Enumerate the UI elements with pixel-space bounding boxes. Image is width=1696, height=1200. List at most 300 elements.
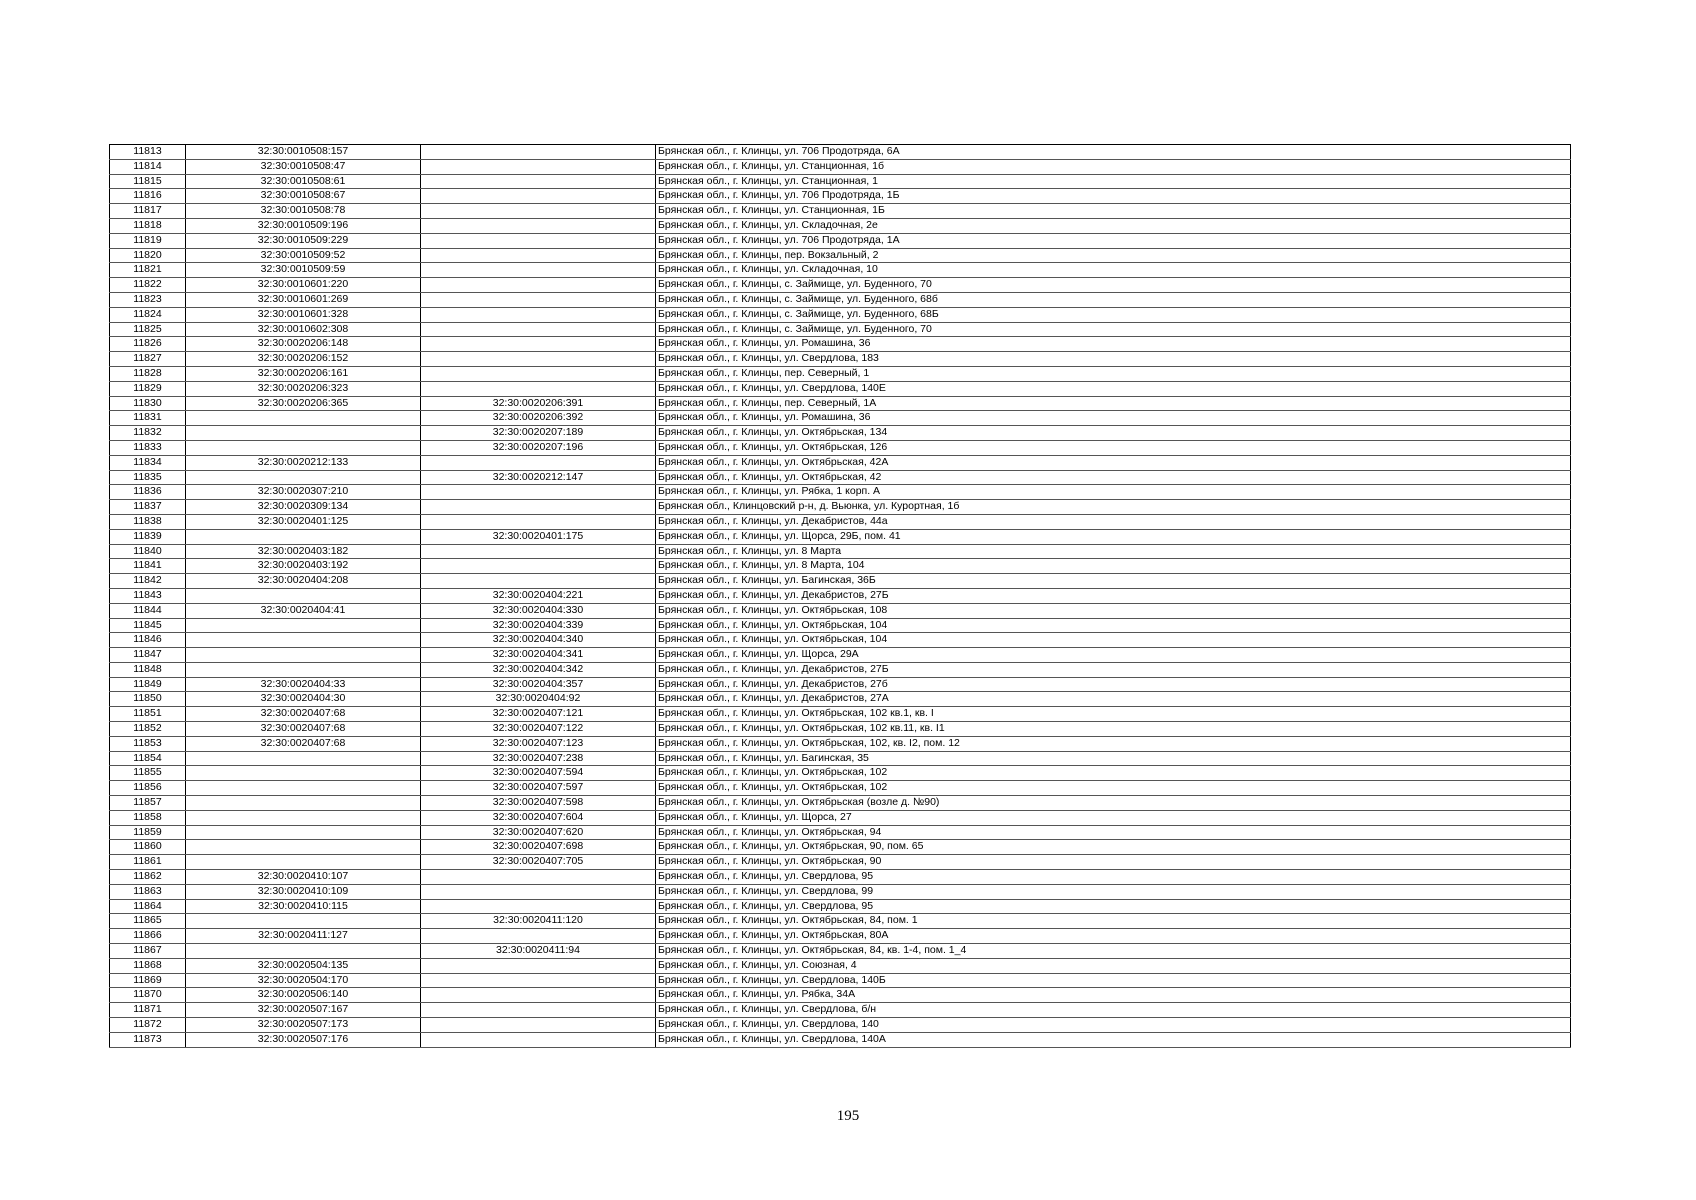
table-row	[110, 840, 1571, 855]
address-cell: Брянская обл., г. Клинцы, ул. Свердлова, 140А	[656, 1032, 1571, 1047]
cadastral-number-cell	[186, 440, 421, 455]
related-cadastral-number-cell	[421, 278, 656, 293]
table-row	[110, 677, 1571, 692]
cadastral-number-cell: 32:30:0020403:182	[186, 544, 421, 559]
row-number-cell: 11863	[110, 884, 186, 899]
address-cell: Брянская обл., г. Клинцы, ул. Щорса, 29Б, пом. 41	[656, 529, 1571, 544]
related-cadastral-number-cell: 32:30:0020404:92	[421, 692, 656, 707]
registry-table	[109, 144, 1571, 1048]
cadastral-number-cell	[186, 588, 421, 603]
cadastral-number-cell: 32:30:0010601:220	[186, 278, 421, 293]
cadastral-number-cell	[186, 662, 421, 677]
table-row	[110, 914, 1571, 929]
related-cadastral-number-cell	[421, 884, 656, 899]
row-number-cell: 11822	[110, 278, 186, 293]
row-number-cell: 11829	[110, 381, 186, 396]
row-number-cell: 11872	[110, 1018, 186, 1033]
related-cadastral-number-cell: 32:30:0020411:94	[421, 944, 656, 959]
table-row	[110, 307, 1571, 322]
related-cadastral-number-cell: 32:30:0020404:330	[421, 603, 656, 618]
row-number-cell: 11818	[110, 218, 186, 233]
related-cadastral-number-cell	[421, 337, 656, 352]
row-number-cell: 11845	[110, 618, 186, 633]
table-row	[110, 440, 1571, 455]
cadastral-number-cell: 32:30:0020307:210	[186, 485, 421, 500]
cadastral-number-cell: 32:30:0010508:47	[186, 159, 421, 174]
related-cadastral-number-cell	[421, 500, 656, 515]
address-cell: Брянская обл., г. Клинцы, ул. 706 Продотряда, 1Б	[656, 189, 1571, 204]
cadastral-number-cell: 32:30:0020507:176	[186, 1032, 421, 1047]
row-number-cell: 11859	[110, 825, 186, 840]
table-row	[110, 648, 1571, 663]
cadastral-number-cell	[186, 840, 421, 855]
table-row	[110, 588, 1571, 603]
cadastral-number-cell: 32:30:0010601:328	[186, 307, 421, 322]
related-cadastral-number-cell	[421, 263, 656, 278]
related-cadastral-number-cell: 32:30:0020407:698	[421, 840, 656, 855]
address-cell: Брянская обл., г. Клинцы, ул. Октябрьская, 102, кв. I2, пом. 12	[656, 736, 1571, 751]
row-number-cell: 11813	[110, 145, 186, 160]
cadastral-number-cell: 32:30:0010601:269	[186, 292, 421, 307]
cadastral-number-cell: 32:30:0020411:127	[186, 929, 421, 944]
row-number-cell: 11827	[110, 352, 186, 367]
row-number-cell: 11836	[110, 485, 186, 500]
related-cadastral-number-cell	[421, 352, 656, 367]
row-number-cell: 11839	[110, 529, 186, 544]
cadastral-number-cell: 32:30:0010508:157	[186, 145, 421, 160]
cadastral-number-cell	[186, 810, 421, 825]
related-cadastral-number-cell: 32:30:0020404:339	[421, 618, 656, 633]
related-cadastral-number-cell: 32:30:0020404:341	[421, 648, 656, 663]
cadastral-number-cell: 32:30:0020404:30	[186, 692, 421, 707]
table-row	[110, 988, 1571, 1003]
address-cell: Брянская обл., г. Клинцы, ул. Свердлова, 140Е	[656, 381, 1571, 396]
row-number-cell: 11852	[110, 722, 186, 737]
table-row	[110, 218, 1571, 233]
row-number-cell: 11840	[110, 544, 186, 559]
table-row	[110, 366, 1571, 381]
related-cadastral-number-cell	[421, 559, 656, 574]
registry-table-body	[110, 145, 1571, 1048]
address-cell: Брянская обл., г. Клинцы, ул. Декабристов, 27Б	[656, 588, 1571, 603]
table-row	[110, 574, 1571, 589]
related-cadastral-number-cell	[421, 233, 656, 248]
cadastral-number-cell	[186, 618, 421, 633]
table-row	[110, 159, 1571, 174]
row-number-cell: 11830	[110, 396, 186, 411]
related-cadastral-number-cell	[421, 292, 656, 307]
related-cadastral-number-cell: 32:30:0020407:594	[421, 766, 656, 781]
cadastral-number-cell: 32:30:0020504:170	[186, 973, 421, 988]
address-cell: Брянская обл., г. Клинцы, ул. 706 Продотряда, 6А	[656, 145, 1571, 160]
related-cadastral-number-cell	[421, 455, 656, 470]
address-cell: Брянская обл., г. Клинцы, ул. Октябрьская, 90	[656, 855, 1571, 870]
cadastral-number-cell: 32:30:0020507:167	[186, 1003, 421, 1018]
address-cell: Брянская обл., г. Клинцы, ул. Ромашина, 36	[656, 411, 1571, 426]
table-row	[110, 618, 1571, 633]
related-cadastral-number-cell: 32:30:0020207:196	[421, 440, 656, 455]
table-row	[110, 514, 1571, 529]
table-row	[110, 322, 1571, 337]
table-row	[110, 1018, 1571, 1033]
related-cadastral-number-cell	[421, 322, 656, 337]
cadastral-number-cell	[186, 796, 421, 811]
address-cell: Брянская обл., г. Клинцы, ул. Октябрьская, 42	[656, 470, 1571, 485]
related-cadastral-number-cell	[421, 381, 656, 396]
row-number-cell: 11860	[110, 840, 186, 855]
table-row	[110, 544, 1571, 559]
cadastral-number-cell: 32:30:0020507:173	[186, 1018, 421, 1033]
cadastral-number-cell: 32:30:0020404:208	[186, 574, 421, 589]
related-cadastral-number-cell	[421, 485, 656, 500]
table-row	[110, 411, 1571, 426]
related-cadastral-number-cell	[421, 899, 656, 914]
address-cell: Брянская обл., г. Клинцы, с. Займище, ул. Буденного, 70	[656, 278, 1571, 293]
row-number-cell: 11824	[110, 307, 186, 322]
related-cadastral-number-cell: 32:30:0020407:238	[421, 751, 656, 766]
address-cell: Брянская обл., г. Клинцы, пер. Северный, 1А	[656, 396, 1571, 411]
row-number-cell: 11848	[110, 662, 186, 677]
cadastral-number-cell	[186, 825, 421, 840]
related-cadastral-number-cell: 32:30:0020404:357	[421, 677, 656, 692]
related-cadastral-number-cell	[421, 307, 656, 322]
address-cell: Брянская обл., г. Клинцы, ул. Октябрьская, 102 кв.1, кв. I	[656, 707, 1571, 722]
row-number-cell: 11857	[110, 796, 186, 811]
related-cadastral-number-cell: 32:30:0020407:598	[421, 796, 656, 811]
address-cell: Брянская обл., г. Клинцы, ул. Октябрьская, 104	[656, 618, 1571, 633]
row-number-cell: 11854	[110, 751, 186, 766]
row-number-cell: 11837	[110, 500, 186, 515]
related-cadastral-number-cell: 32:30:0020411:120	[421, 914, 656, 929]
address-cell: Брянская обл., г. Клинцы, ул. Октябрьская (возле д. №90)	[656, 796, 1571, 811]
related-cadastral-number-cell: 32:30:0020407:620	[421, 825, 656, 840]
cadastral-number-cell: 32:30:0010508:78	[186, 204, 421, 219]
table-row	[110, 633, 1571, 648]
table-row	[110, 766, 1571, 781]
row-number-cell: 11871	[110, 1003, 186, 1018]
related-cadastral-number-cell	[421, 870, 656, 885]
address-cell: Брянская обл., г. Клинцы, ул. Багинская, 36Б	[656, 574, 1571, 589]
table-row	[110, 529, 1571, 544]
row-number-cell: 11870	[110, 988, 186, 1003]
cadastral-number-cell: 32:30:0010602:308	[186, 322, 421, 337]
related-cadastral-number-cell	[421, 159, 656, 174]
related-cadastral-number-cell: 32:30:0020401:175	[421, 529, 656, 544]
row-number-cell: 11842	[110, 574, 186, 589]
table-row	[110, 485, 1571, 500]
table-row	[110, 381, 1571, 396]
cadastral-number-cell: 32:30:0020401:125	[186, 514, 421, 529]
related-cadastral-number-cell: 32:30:0020407:705	[421, 855, 656, 870]
related-cadastral-number-cell	[421, 544, 656, 559]
cadastral-number-cell: 32:30:0020504:135	[186, 958, 421, 973]
cadastral-number-cell: 32:30:0020309:134	[186, 500, 421, 515]
row-number-cell: 11826	[110, 337, 186, 352]
row-number-cell: 11846	[110, 633, 186, 648]
row-number-cell: 11843	[110, 588, 186, 603]
related-cadastral-number-cell: 32:30:0020207:189	[421, 426, 656, 441]
table-row	[110, 722, 1571, 737]
address-cell: Брянская обл., г. Клинцы, ул. 706 Продотряда, 1А	[656, 233, 1571, 248]
related-cadastral-number-cell: 32:30:0020407:604	[421, 810, 656, 825]
cadastral-number-cell: 32:30:0020206:365	[186, 396, 421, 411]
address-cell: Брянская обл., г. Клинцы, ул. Октябрьская, 90, пом. 65	[656, 840, 1571, 855]
table-row	[110, 825, 1571, 840]
address-cell: Брянская обл., г. Клинцы, ул. Станционная, 1Б	[656, 204, 1571, 219]
table-row	[110, 233, 1571, 248]
table-row	[110, 1003, 1571, 1018]
related-cadastral-number-cell	[421, 174, 656, 189]
related-cadastral-number-cell	[421, 204, 656, 219]
cadastral-number-cell	[186, 914, 421, 929]
cadastral-number-cell: 32:30:0020407:68	[186, 722, 421, 737]
related-cadastral-number-cell: 32:30:0020407:597	[421, 781, 656, 796]
row-number-cell: 11867	[110, 944, 186, 959]
table-row	[110, 870, 1571, 885]
table-row	[110, 292, 1571, 307]
table-row	[110, 751, 1571, 766]
cadastral-number-cell: 32:30:0010509:59	[186, 263, 421, 278]
address-cell: Брянская обл., г. Клинцы, ул. Октябрьская, 94	[656, 825, 1571, 840]
address-cell: Брянская обл., г. Клинцы, ул. Свердлова, 140	[656, 1018, 1571, 1033]
address-cell: Брянская обл., г. Клинцы, с. Займище, ул. Буденного, 70	[656, 322, 1571, 337]
cadastral-number-cell	[186, 411, 421, 426]
row-number-cell: 11864	[110, 899, 186, 914]
row-number-cell: 11847	[110, 648, 186, 663]
row-number-cell: 11835	[110, 470, 186, 485]
table-row	[110, 263, 1571, 278]
table-row	[110, 396, 1571, 411]
address-cell: Брянская обл., г. Клинцы, ул. Октябрьская, 42А	[656, 455, 1571, 470]
address-cell: Брянская обл., г. Клинцы, ул. Складочная, 10	[656, 263, 1571, 278]
address-cell: Брянская обл., г. Клинцы, ул. Октябрьская, 104	[656, 633, 1571, 648]
address-cell: Брянская обл., г. Клинцы, ул. Свердлова, 95	[656, 870, 1571, 885]
related-cadastral-number-cell: 32:30:0020206:391	[421, 396, 656, 411]
table-row	[110, 500, 1571, 515]
table-row	[110, 884, 1571, 899]
row-number-cell: 11855	[110, 766, 186, 781]
cadastral-number-cell: 32:30:0020410:107	[186, 870, 421, 885]
table-row	[110, 145, 1571, 160]
row-number-cell: 11868	[110, 958, 186, 973]
row-number-cell: 11815	[110, 174, 186, 189]
row-number-cell: 11832	[110, 426, 186, 441]
address-cell: Брянская обл., г. Клинцы, ул. Декабристов, 44а	[656, 514, 1571, 529]
page-number: 195	[836, 1108, 860, 1124]
related-cadastral-number-cell	[421, 189, 656, 204]
table-row	[110, 944, 1571, 959]
cadastral-number-cell: 32:30:0020206:161	[186, 366, 421, 381]
row-number-cell: 11814	[110, 159, 186, 174]
cadastral-number-cell	[186, 648, 421, 663]
cadastral-number-cell: 32:30:0020410:115	[186, 899, 421, 914]
table-row	[110, 973, 1571, 988]
table-row	[110, 426, 1571, 441]
address-cell: Брянская обл., г. Клинцы, ул. Октябрьская, 102	[656, 766, 1571, 781]
table-row	[110, 958, 1571, 973]
address-cell: Брянская обл., г. Клинцы, ул. Станционная, 1	[656, 174, 1571, 189]
address-cell: Брянская обл., г. Клинцы, ул. Свердлова, б/н	[656, 1003, 1571, 1018]
address-cell: Брянская обл., г. Клинцы, ул. Станционная, 1б	[656, 159, 1571, 174]
related-cadastral-number-cell	[421, 929, 656, 944]
related-cadastral-number-cell	[421, 1003, 656, 1018]
table-row	[110, 204, 1571, 219]
row-number-cell: 11825	[110, 322, 186, 337]
row-number-cell: 11862	[110, 870, 186, 885]
address-cell: Брянская обл., г. Клинцы, пер. Вокзальный, 2	[656, 248, 1571, 263]
related-cadastral-number-cell	[421, 248, 656, 263]
address-cell: Брянская обл., г. Клинцы, ул. 8 Марта, 104	[656, 559, 1571, 574]
table-row	[110, 470, 1571, 485]
related-cadastral-number-cell	[421, 958, 656, 973]
address-cell: Брянская обл., г. Клинцы, ул. Щорса, 27	[656, 810, 1571, 825]
table-row	[110, 929, 1571, 944]
address-cell: Брянская обл., г. Клинцы, ул. Свердлова, 99	[656, 884, 1571, 899]
address-cell: Брянская обл., г. Клинцы, ул. Октябрьская, 126	[656, 440, 1571, 455]
table-row	[110, 662, 1571, 677]
cadastral-number-cell	[186, 529, 421, 544]
related-cadastral-number-cell	[421, 366, 656, 381]
table-row	[110, 692, 1571, 707]
address-cell: Брянская обл., г. Клинцы, ул. Щорса, 29А	[656, 648, 1571, 663]
address-cell: Брянская обл., г. Клинцы, ул. Октябрьская, 108	[656, 603, 1571, 618]
address-cell: Брянская обл., г. Клинцы, ул. Октябрьская, 102 кв.11, кв. I1	[656, 722, 1571, 737]
address-cell: Брянская обл., г. Клинцы, ул. Октябрьская, 102	[656, 781, 1571, 796]
table-row	[110, 1032, 1571, 1047]
row-number-cell: 11821	[110, 263, 186, 278]
cadastral-number-cell	[186, 633, 421, 648]
cadastral-number-cell: 32:30:0020206:148	[186, 337, 421, 352]
related-cadastral-number-cell	[421, 988, 656, 1003]
cadastral-number-cell	[186, 855, 421, 870]
row-number-cell: 11833	[110, 440, 186, 455]
table-row	[110, 455, 1571, 470]
row-number-cell: 11866	[110, 929, 186, 944]
cadastral-number-cell	[186, 426, 421, 441]
row-number-cell: 11817	[110, 204, 186, 219]
table-row	[110, 337, 1571, 352]
address-cell: Брянская обл., г. Клинцы, ул. Октябрьская, 134	[656, 426, 1571, 441]
related-cadastral-number-cell: 32:30:0020212:147	[421, 470, 656, 485]
table-row	[110, 603, 1571, 618]
table-row	[110, 278, 1571, 293]
related-cadastral-number-cell	[421, 1018, 656, 1033]
cadastral-number-cell	[186, 781, 421, 796]
row-number-cell: 11861	[110, 855, 186, 870]
row-number-cell: 11849	[110, 677, 186, 692]
row-number-cell: 11850	[110, 692, 186, 707]
cadastral-number-cell: 32:30:0020206:323	[186, 381, 421, 396]
address-cell: Брянская обл., г. Клинцы, ул. Складочная, 2е	[656, 218, 1571, 233]
address-cell: Брянская обл., г. Клинцы, ул. Багинская, 35	[656, 751, 1571, 766]
row-number-cell: 11816	[110, 189, 186, 204]
cadastral-number-cell: 32:30:0010508:67	[186, 189, 421, 204]
cadastral-number-cell	[186, 470, 421, 485]
related-cadastral-number-cell: 32:30:0020407:123	[421, 736, 656, 751]
cadastral-number-cell: 32:30:0020404:41	[186, 603, 421, 618]
address-cell: Брянская обл., г. Клинцы, ул. Свердлова, 183	[656, 352, 1571, 367]
table-row	[110, 707, 1571, 722]
cadastral-number-cell: 32:30:0010509:229	[186, 233, 421, 248]
address-cell: Брянская обл., г. Клинцы, ул. Свердлова, 140Б	[656, 973, 1571, 988]
cadastral-number-cell: 32:30:0020403:192	[186, 559, 421, 574]
row-number-cell: 11820	[110, 248, 186, 263]
related-cadastral-number-cell	[421, 1032, 656, 1047]
row-number-cell: 11844	[110, 603, 186, 618]
related-cadastral-number-cell	[421, 218, 656, 233]
table-row	[110, 559, 1571, 574]
cadastral-number-cell	[186, 766, 421, 781]
address-cell: Брянская обл., г. Клинцы, ул. Свердлова, 95	[656, 899, 1571, 914]
row-number-cell: 11838	[110, 514, 186, 529]
table-row	[110, 781, 1571, 796]
row-number-cell: 11819	[110, 233, 186, 248]
address-cell: Брянская обл., г. Клинцы, ул. Декабристов, 27б	[656, 677, 1571, 692]
address-cell: Брянская обл., г. Клинцы, ул. Союзная, 4	[656, 958, 1571, 973]
row-number-cell: 11865	[110, 914, 186, 929]
related-cadastral-number-cell	[421, 145, 656, 160]
related-cadastral-number-cell: 32:30:0020407:121	[421, 707, 656, 722]
address-cell: Брянская обл., г. Клинцы, ул. Рябка, 34А	[656, 988, 1571, 1003]
table-row	[110, 899, 1571, 914]
address-cell: Брянская обл., г. Клинцы, ул. 8 Марта	[656, 544, 1571, 559]
address-cell: Брянская обл., г. Клинцы, ул. Октябрьская, 84, кв. 1-4, пом. 1_4	[656, 944, 1571, 959]
row-number-cell: 11851	[110, 707, 186, 722]
related-cadastral-number-cell: 32:30:0020404:340	[421, 633, 656, 648]
row-number-cell: 11828	[110, 366, 186, 381]
row-number-cell: 11858	[110, 810, 186, 825]
row-number-cell: 11869	[110, 973, 186, 988]
row-number-cell: 11856	[110, 781, 186, 796]
cadastral-number-cell: 32:30:0020407:68	[186, 707, 421, 722]
cadastral-number-cell: 32:30:0020206:152	[186, 352, 421, 367]
cadastral-number-cell: 32:30:0010509:196	[186, 218, 421, 233]
cadastral-number-cell: 32:30:0020407:68	[186, 736, 421, 751]
cadastral-number-cell: 32:30:0010509:52	[186, 248, 421, 263]
row-number-cell: 11823	[110, 292, 186, 307]
table-row	[110, 352, 1571, 367]
cadastral-number-cell: 32:30:0020212:133	[186, 455, 421, 470]
address-cell: Брянская обл., г. Клинцы, ул. Ромашина, 36	[656, 337, 1571, 352]
row-number-cell: 11834	[110, 455, 186, 470]
table-row	[110, 796, 1571, 811]
related-cadastral-number-cell	[421, 514, 656, 529]
cadastral-number-cell: 32:30:0010508:61	[186, 174, 421, 189]
cadastral-number-cell	[186, 944, 421, 959]
table-row	[110, 189, 1571, 204]
table-row	[110, 736, 1571, 751]
row-number-cell: 11841	[110, 559, 186, 574]
address-cell: Брянская обл., г. Клинцы, ул. Декабристов, 27Б	[656, 662, 1571, 677]
related-cadastral-number-cell: 32:30:0020404:221	[421, 588, 656, 603]
cadastral-number-cell: 32:30:0020410:109	[186, 884, 421, 899]
cadastral-number-cell: 32:30:0020404:33	[186, 677, 421, 692]
related-cadastral-number-cell: 32:30:0020206:392	[421, 411, 656, 426]
table-row	[110, 855, 1571, 870]
address-cell: Брянская обл., г. Клинцы, ул. Рябка, 1 корп. А	[656, 485, 1571, 500]
address-cell: Брянская обл., г. Клинцы, ул. Декабристов, 27А	[656, 692, 1571, 707]
table-row	[110, 810, 1571, 825]
address-cell: Брянская обл., г. Клинцы, пер. Северный, 1	[656, 366, 1571, 381]
address-cell: Брянская обл., г. Клинцы, с. Займище, ул. Буденного, 68б	[656, 292, 1571, 307]
cadastral-number-cell: 32:30:0020506:140	[186, 988, 421, 1003]
related-cadastral-number-cell: 32:30:0020407:122	[421, 722, 656, 737]
address-cell: Брянская обл., г. Клинцы, с. Займище, ул. Буденного, 68Б	[656, 307, 1571, 322]
table-row	[110, 248, 1571, 263]
address-cell: Брянская обл., г. Клинцы, ул. Октябрьская, 84, пом. 1	[656, 914, 1571, 929]
row-number-cell: 11853	[110, 736, 186, 751]
related-cadastral-number-cell	[421, 973, 656, 988]
